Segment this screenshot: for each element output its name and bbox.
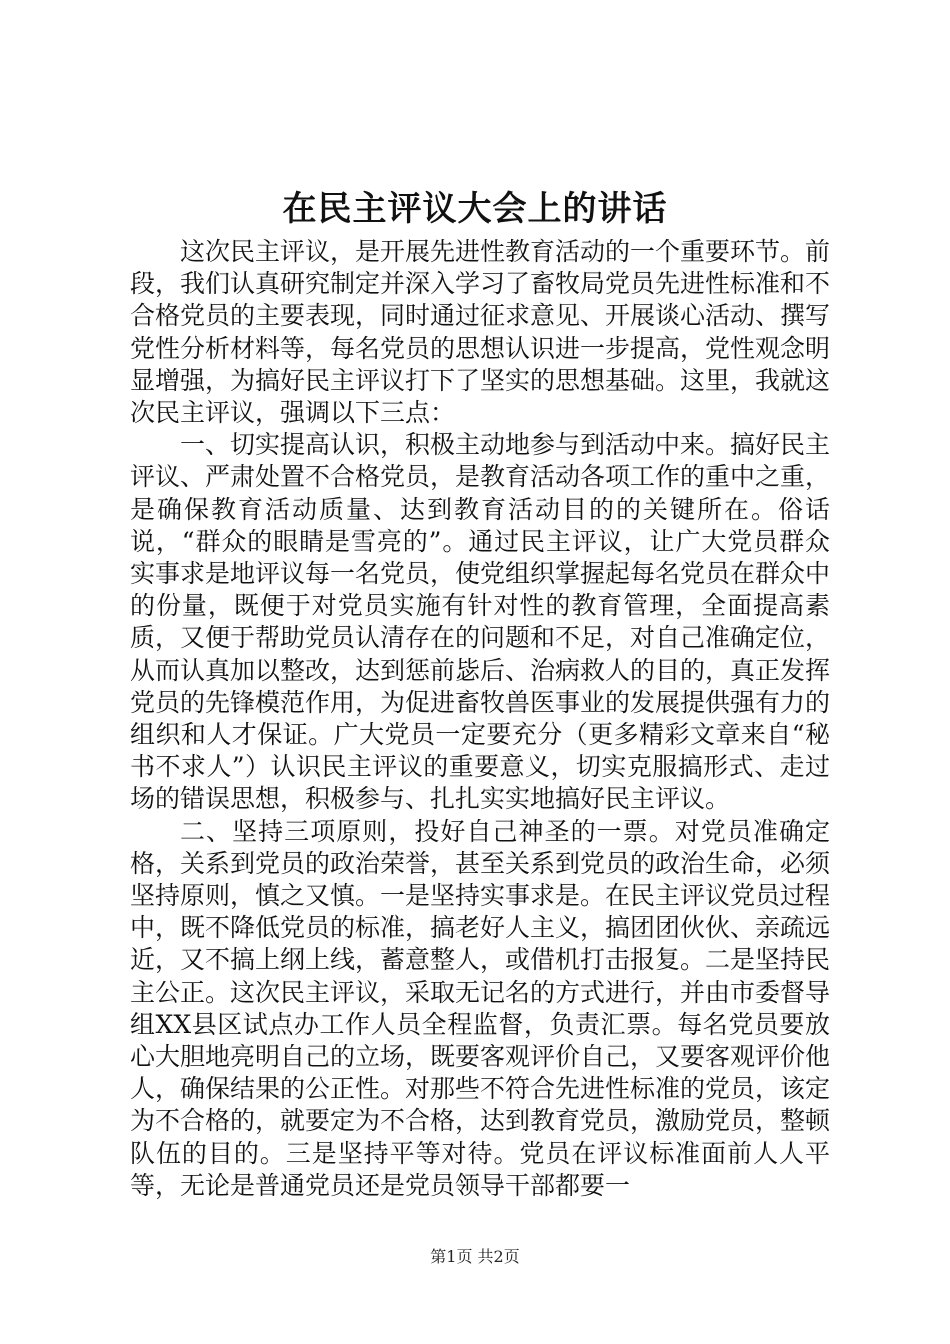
paragraph-point-one: 一、切实提高认识，积极主动地参与到活动中来。搞好民主评议、严肃处置不合格党员，是教育活动各项工作的重中之重，是确保教育活动质量、达到教育活动目的的关键所在。俗话说，“群众的眼睛是雪亮的”。通过民主评议，让广大党员群众实事求是地评议每一名党员，使党组织掌握起每名党员在群众中的份量，既便于对党员实施有针对性的教育管理，全面提高素质，又便于帮助党员认清存在的问题和不足，对自己准确定位，从而认真加以整改，达到惩前毖后、治病救人的目的，真正发挥党员的先锋模范作用，为促进畜牧兽医事业的发展提供强有力的组织和人才保证。广大党员一定要充分（更多精彩文章来自“秘书不求人”）认识民主评议的重要意义，切实克服搞形式、走过场的错误思想，积极参与、扎扎实实地搞好民主评议。 — [130, 430, 831, 814]
paragraph-intro: 这次民主评议，是开展先进性教育活动的一个重要环节。前段，我们认真研究制定并深入学习了畜牧局党员先进性标准和不合格党员的主要表现，同时通过征求意见、开展谈心活动、撰写党性分析材料等，每名党员的思想认识进一步提高，党性观念明显增强，为搞好民主评议打下了坚实的思想基础。这里，我就这次民主评议，强调以下三点： — [130, 237, 831, 428]
document-title: 在民主评议大会上的讲话 — [282, 189, 668, 229]
paragraph-point-two: 二、坚持三项原则，投好自己神圣的一票。对党员准确定格，关系到党员的政治荣誉，甚至关系到党员的政治生命，必须坚持原则，慎之又慎。一是坚持实事求是。在民主评议党员过程中，既不降低党员的标准，搞老好人主义，搞团团伙伙、亲疏远近，又不搞上纲上线，蓄意整人，或借机打击报复。二是坚持民主公正。这次民主评议，采取无记名的方式进行，并由市委督导组XX县区试点办工作人员全程监督，负责汇票。每名党员要放心大胆地亮明自己的立场，既要客观评价自己，又要客观评价他人，确保结果的公正性。对那些不符合先进性标准的党员，该定为不合格的，就要定为不合格，达到教育党员，激励党员，整顿队伍的目的。三是坚持平等对待。党员在评议标准面前人人平等，无论是普通党员还是党员领导干部都要一 — [130, 816, 831, 1200]
page-number-footer: 第1页 共2页 — [430, 1247, 520, 1266]
document-body — [130, 236, 830, 1202]
